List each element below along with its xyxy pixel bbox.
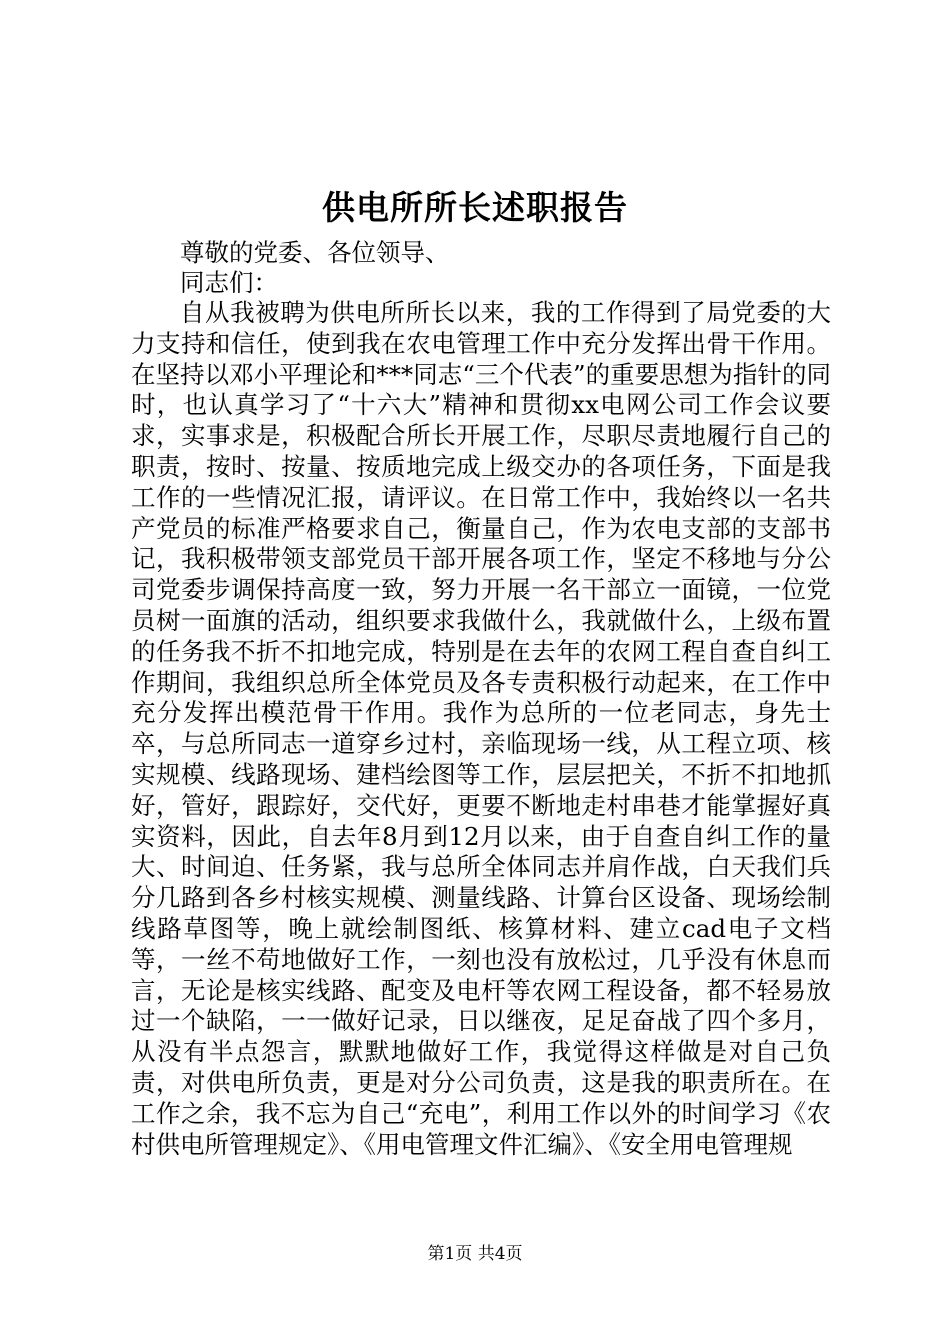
salutation-line-2: 同志们： <box>180 268 278 297</box>
body-paragraph: 自从我被聘为供电所所长以来，我的工作得到了局党委的大力支持和信任，使到我在农电管理工作中充分发挥出骨干作用。在坚持以邓小平理论和***同志“三个代表”的重要思想为指针的同时，也认真学习了“十六大”精神和贯彻xx电网公司工作会议要求，实事求是，积极配合所长开展工作，尽职尽责地履行自己的职责，按时、按量、按质地完成上级交办的各项任务，下面是我工作的一些情况汇报，请评议。在日常工作中，我始终以一名共产党员的标准严格要求自己，衡量自己，作为农电支部的支部书记，我积极带领支部党员干部开展各项工作，坚定不移地与分公司党委步调保持高度一致，努力开展一名干部立一面镜，一位党员树一面旗的活动，组织要求我做什么，我就做什么，上级布置的任务我不折不扣地完成，特别是在去年的农网工程自查自纠工作期间，我组织总所全体党员及各专责积极行动起来，在工作中充分发挥出模范骨干作用。我作为总所的一位老同志，身先士卒，与总所同志一道穿乡过村，亲临现场一线，从工程立项、核实规模、线路现场、建档绘图等工作，层层把关，不折不扣地抓好，管好，跟踪好，交代好，更要不断地走村串巷才能掌握好真实资料，因此，自去年8月到12月以来，由于自查自纠工作的量大、时间迫、任务紧，我与总所全体同志并肩作战，白天我们兵分几路到各乡村核实规模、测量线路、计算台区设备、现场绘制线路草图等，晚上就绘制图纸、核算材料、建立cad电子文档等，一丝不苟地做好工作，一刻也没有放松过，几乎没有休息而言，无论是核实线路、配变及电杆等农网工程设备，都不轻易放过一个缺陷，一一做好记录，日以继夜，足足奋战了四个多月，从没有半点怨言，默默地做好工作，我觉得这样做是对自己负责，对供电所负责，更是对分公司负责，这是我的职责所在。在工作之余，我不忘为自己“充电”，利用工作以外的时间学习《农村供电所管理规定》、《用电管理文件汇编》、《安全用电管理规 <box>131 298 831 1159</box>
page-footer: 第1页 共4页 <box>427 1244 523 1264</box>
salutation-line-1: 尊敬的党委、各位领导、 <box>180 238 450 267</box>
document-title: 供电所所长述职报告 <box>322 188 628 227</box>
